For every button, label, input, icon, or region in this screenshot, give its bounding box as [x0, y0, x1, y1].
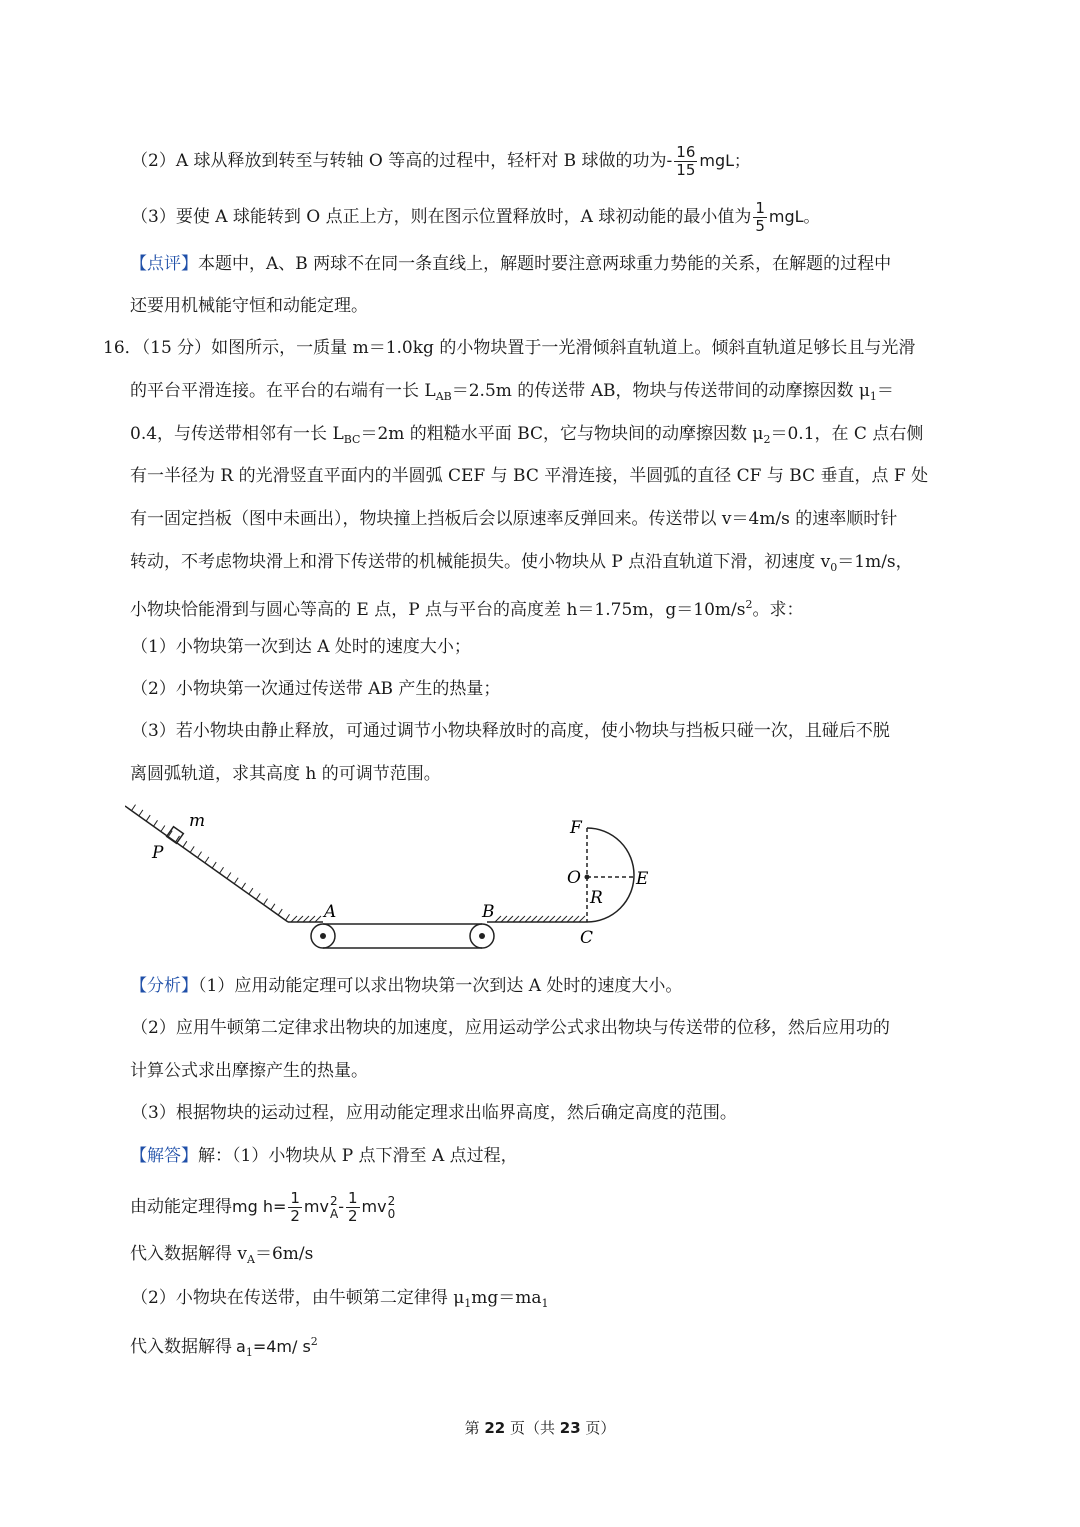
answer-2-fraction: $\frac{16}{15}$ — [676, 143, 696, 179]
answer-2-tail: mgL； — [699, 151, 751, 170]
hatch-mark — [291, 916, 297, 922]
hatch-mark — [567, 916, 573, 922]
label-p: P — [152, 843, 164, 863]
solution-line-1: 【解答】解：（1）小物块从 P 点下滑至 A 点过程， — [130, 1146, 518, 1166]
sub-question-3-line-1: （3）若小物块由静止释放，可通过调节小物块释放时的高度，使小物块与挡板只碰一次，且碰后不脱 — [131, 721, 890, 741]
analysis-line-4: （3）根据物块的运动过程，应用动能定理求出临界高度，然后确定高度的范围。 — [131, 1103, 737, 1123]
analysis-tag: 【分析】 — [130, 976, 198, 996]
label-c: C — [580, 928, 594, 948]
hatch-mark — [501, 916, 507, 922]
label-e: E — [636, 869, 649, 889]
hatch-mark — [227, 873, 231, 879]
page-number: 22 — [484, 1419, 506, 1437]
hatch-mark — [561, 916, 567, 922]
solution-line-3: 代入数据解得 $v_A=6m/s$ — [130, 1244, 314, 1266]
hatch-mark — [315, 916, 321, 922]
physics-diagram — [125, 800, 665, 950]
answer-3-fraction: $\frac{1}{5}$ — [755, 199, 765, 235]
center-o — [585, 875, 590, 880]
answer-3 — [131, 200, 984, 235]
hatch-mark — [537, 916, 543, 922]
hatch-mark — [507, 916, 513, 922]
sub-question-3-line-2: 离圆弧轨道，求其高度 h 的可调节范围。 — [130, 764, 441, 784]
solution-line-5: 代入数据解得 $a_1=4m/$ $s^2$ — [130, 1335, 318, 1359]
hatch-mark — [549, 916, 555, 922]
question-16-line-7: 小物块恰能滑到与圆心等高的 E 点，P 点与平台的高度差 h＝1.75m，$g=10m/s^2$。求： — [130, 598, 804, 620]
roller-b-center — [479, 933, 485, 939]
hatch-mark — [264, 899, 268, 905]
hatch-mark — [525, 916, 531, 922]
hatch-mark — [271, 904, 275, 910]
equation-frac-2: $\frac{1}{2}$ — [347, 1189, 358, 1225]
comment-tag: 【点评】 — [130, 254, 198, 274]
label-m: m — [189, 811, 206, 831]
analysis-line-3: 计算公式求出摩擦产生的热量。 — [130, 1061, 368, 1081]
hatch-mark — [234, 878, 238, 884]
question-16-line-5: 有一固定挡板（图中未画出），物块撞上挡板后会以原速率反弹回来。传送带以 v＝4m/s 的速率顺时针 — [130, 509, 898, 529]
solution-line-4: （2）小物块在传送带，由牛顿第二定律得 $\mu_1mg=ma_1$ — [131, 1288, 549, 1310]
hatch-mark — [519, 916, 525, 922]
hatch-mark — [531, 916, 537, 922]
question-16-line-6: 转动，不考虑物块滑上和滑下传送带的机械能损失。使小物块从 P 点沿直轨道下滑，初速度 $v_0=1m/s$， — [130, 552, 913, 574]
hatch-mark — [183, 841, 187, 847]
hatch-mark — [146, 815, 150, 821]
question-16-line-2: 的平台平滑连接。在平台的右端有一长 $L_{AB}=2.5m$ 的传送带 AB，物块与传送带间的动摩擦因数 $\mu_1=$ — [130, 381, 894, 403]
answer-2-text: （2）A 球从释放到转至与转轴 O 等高的过程中，轻杆对 B 球做的功为- — [131, 151, 673, 171]
hatch-mark — [249, 888, 253, 894]
hatch-mark — [220, 867, 224, 873]
sub-question-2: （2）小物块第一次通过传送带 AB 产生的热量； — [131, 679, 501, 699]
label-o: O — [567, 868, 581, 888]
hatch-mark — [513, 916, 519, 922]
equation-lhs: mg h= — [232, 1197, 287, 1216]
hatch-mark — [309, 916, 315, 922]
hatch-mark — [132, 805, 136, 811]
label-f: F — [570, 818, 582, 838]
hatch-mark — [555, 916, 561, 922]
page-footer: 第 22 页（共 23 页） — [464, 1419, 616, 1437]
comment-line-1: 【点评】本题中，A、B 两球不在同一条直线上，解题时要注意两球重力势能的关系，在解题的过程中 — [130, 254, 892, 274]
analysis-line-2: （2）应用牛顿第二定律求出物块的加速度，应用运动学公式求出物块与传送带的位移，然后应用功的 — [131, 1018, 890, 1038]
hatch-mark — [154, 820, 158, 826]
hatch-mark — [297, 916, 303, 922]
hatch-mark — [205, 857, 209, 863]
hatch-mark — [139, 810, 143, 816]
hatch-mark — [198, 852, 202, 858]
roller-a-center — [320, 933, 326, 939]
hatch-mark — [242, 883, 246, 889]
label-b: B — [482, 902, 495, 922]
sub-question-1: （1）小物块第一次到达 A 处时的速度大小； — [131, 637, 471, 657]
solution-tag: 【解答】 — [130, 1146, 198, 1166]
question-16-line-1: 16．（15 分）如图所示，一质量 m＝1.0kg 的小物块置于一光滑倾斜直轨道上。倾斜直轨道足够长且与光滑 — [103, 338, 916, 358]
question-16-line-3: 0.4，与传送带相邻有一长 $L_{BC}=2m$ 的粗糙水平面 BC，它与物块间的动摩擦因数 $\mu_2=0.1$，在 C 点右侧 — [130, 424, 924, 446]
question-16-line-4: 有一半径为 R 的光滑竖直平面内的半圆弧 CEF 与 BC 平滑连接，半圆弧的直径 CF 与 BC 垂直，点 F 处 — [130, 466, 929, 486]
analysis-line-1: 【分析】（1）应用动能定理可以求出物块第一次到达 A 处时的速度大小。 — [130, 976, 683, 996]
hatch-mark — [286, 914, 290, 920]
answer-3-text: （3）要使 A 球能转到 O 点正上方，则在图示位置释放时，A 球初动能的最小值为 — [131, 207, 752, 227]
hatch-mark — [495, 916, 501, 922]
page-total: 23 — [559, 1419, 581, 1437]
hatch-mark — [161, 826, 165, 832]
hatch-mark — [579, 916, 585, 922]
hatch-mark — [573, 916, 579, 922]
question-number: 16． — [103, 338, 142, 358]
hatch-mark — [278, 909, 282, 915]
hatch-mark — [543, 916, 549, 922]
comment-line-2: 还要用机械能守恒和动能定理。 — [130, 296, 368, 316]
answer-3-tail: mgL。 — [768, 207, 820, 226]
hatch-mark — [303, 916, 309, 922]
answer-2 — [131, 144, 984, 179]
label-r: R — [590, 888, 603, 908]
equation-frac-1: $\frac{1}{2}$ — [290, 1189, 300, 1225]
hatch-mark — [190, 846, 194, 852]
solution-equation-line: 由动能定理得mg h= $\frac{1}{2}$ mv 2 A - $\frac{1}{2}$ mv 2 0 — [130, 1189, 396, 1225]
hatch-mark — [212, 862, 216, 868]
hatch-mark — [256, 893, 260, 899]
label-a: A — [324, 902, 337, 922]
